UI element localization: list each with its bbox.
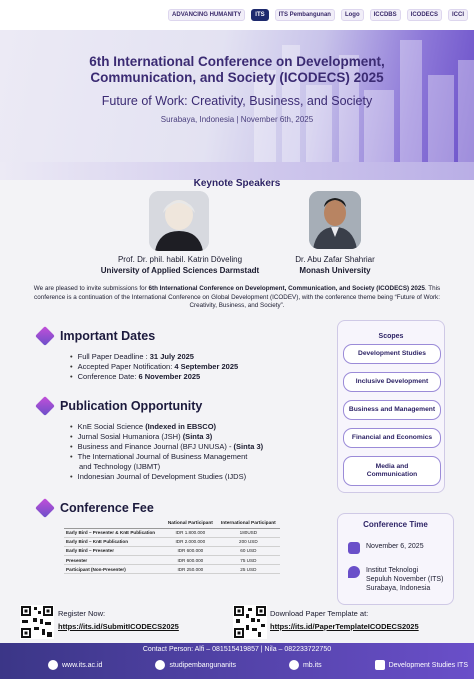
list-item: • KnE Social Science (Indexed in EBSCO) xyxy=(70,422,263,432)
tiktok-icon xyxy=(289,660,299,670)
important-dates-heading: Important Dates xyxy=(38,329,155,343)
speaker-affiliation: Monash University xyxy=(299,266,371,275)
table-row: Participant (Non-Presenter) IDR 250.000 25 USD xyxy=(64,565,280,574)
list-item: • The International Journal of Business Management xyxy=(70,452,263,462)
speaker-photo-doveling xyxy=(149,191,209,251)
scope-inclusive-development: Inclusive Development xyxy=(343,372,441,392)
conference-time-title: Conference Time xyxy=(363,520,428,529)
list-item: • Jurnal Sosial Humaniora (JSH) (Sinta 3) xyxy=(70,432,263,442)
list-item: • Accepted Paper Notification: 4 September 2025 xyxy=(70,362,238,372)
scopes-title: Scopes xyxy=(378,333,404,340)
footer-youtube[interactable]: Development Studies ITS xyxy=(375,660,468,670)
calendar-icon xyxy=(348,542,360,554)
footer-instagram[interactable]: studipembangunanits xyxy=(155,660,236,670)
diamond-icon xyxy=(35,498,55,518)
scope-business-management: Business and Management xyxy=(343,400,441,420)
logo-its: ITS xyxy=(251,9,268,21)
location-pin-icon xyxy=(348,566,360,578)
logo-strip xyxy=(0,0,474,30)
speaker-doveling xyxy=(90,254,270,276)
table-header-row: National Participant International Participant xyxy=(64,520,280,528)
footer-bar xyxy=(0,643,474,679)
conference-time-date: November 6, 2025 xyxy=(348,542,424,554)
keynote-heading: Keynote Speakers xyxy=(193,178,281,189)
table-row: Early Bird – KnE Publication IDR 2.000.000 200 USD xyxy=(64,537,280,546)
speaker-name: Dr. Abu Zafar Shahriar xyxy=(295,255,375,264)
logo-icci: ICCI xyxy=(448,9,468,21)
list-item-continued: and Technology (IJBMT) xyxy=(79,462,161,471)
speaker-shahriar xyxy=(280,254,390,276)
list-item: • Conference Date: 6 November 2025 xyxy=(70,372,238,382)
logo-its-pembangunan: ITS Pembangunan xyxy=(275,9,335,21)
logo-iccdbs: ICCDBS xyxy=(370,9,401,21)
scopes-panel xyxy=(337,320,445,493)
publication-heading: Publication Opportunity xyxy=(38,399,202,413)
important-dates-list xyxy=(70,352,238,382)
conference-place-date: Surabaya, Indonesia | November 6th, 2025 xyxy=(160,115,314,124)
table-row: Presenter IDR 600.000 75 USD xyxy=(64,556,280,565)
template-qr-code[interactable] xyxy=(233,605,267,639)
fee-table xyxy=(64,520,280,574)
conference-title: 6th International Conference on Development, Communication, and Society (ICODECS) 2025 xyxy=(89,54,385,85)
list-item: • Indonesian Journal of Development Studies (IJDS) xyxy=(70,472,263,482)
template-link[interactable]: https://its.id/PaperTemplateICODECS2025 xyxy=(270,622,419,631)
diamond-icon xyxy=(35,396,55,416)
speaker-name: Prof. Dr. phil. habil. Katrin Döveling xyxy=(117,255,243,264)
conference-time-venue: Institut Teknologi Sepuluh November (ITS) Surabaya, Indonesia xyxy=(348,566,443,593)
speaker-photo-shahriar xyxy=(309,191,361,249)
contact-person: Contact Person: Alfi – 081515419857 | Nila – 082233722750 xyxy=(142,646,332,653)
list-item: • Full Paper Deadline : 31 July 2025 xyxy=(70,352,238,362)
conference-fee-heading: Conference Fee xyxy=(38,501,154,515)
scope-development-studies: Development Studies xyxy=(343,344,441,364)
scope-financial-economics: Financial and Economics xyxy=(343,428,441,448)
speaker-affiliation: University of Applied Sciences Darmstadt xyxy=(100,266,260,275)
instagram-icon xyxy=(155,660,165,670)
table-row: Early Bird – Presenter & KnE Publication IDR 1.800.000 180USD xyxy=(64,528,280,537)
logo-partner: Logo xyxy=(341,9,364,21)
intro-paragraph: We are pleased to invite submissions for 6th International Conference on Development, Communication, and Society (ICODECS) 2025. This conference is a continuation of the International Conference on Global Development (ICODEV), with the conference theme being “Future of Work: Creativity, Business, and Society”. xyxy=(33,285,441,309)
register-link[interactable]: https://its.id/SubmitICODECS2025 xyxy=(58,622,179,631)
logo-advancing-humanity: ADVANCING HUMANITY xyxy=(168,9,245,21)
conference-theme: Future of Work: Creativity, Business, and Society xyxy=(101,94,373,108)
list-item: • Business and Finance Journal (BFJ UNUSA) - (Sinta 3) xyxy=(70,442,263,452)
register-now: Register Now: https://its.id/SubmitICODECS2025 xyxy=(58,609,179,631)
youtube-icon xyxy=(375,660,385,670)
diamond-icon xyxy=(35,326,55,346)
footer-website[interactable]: www.its.ac.id xyxy=(48,660,102,670)
footer-social[interactable]: mb.its xyxy=(289,660,322,670)
footer-links xyxy=(48,660,468,670)
download-template: Download Paper Template at: https://its.id/PaperTemplateICODECS2025 xyxy=(270,609,419,631)
register-qr-code[interactable] xyxy=(20,605,54,639)
conference-time-panel xyxy=(337,513,454,605)
globe-icon xyxy=(48,660,58,670)
publication-list xyxy=(70,422,263,482)
table-row: Early Bird – Presenter IDR 600.000 60 USD xyxy=(64,546,280,555)
logo-icodecs: ICODECS xyxy=(407,9,442,21)
scope-media-communication: Media and Communication xyxy=(343,456,441,486)
